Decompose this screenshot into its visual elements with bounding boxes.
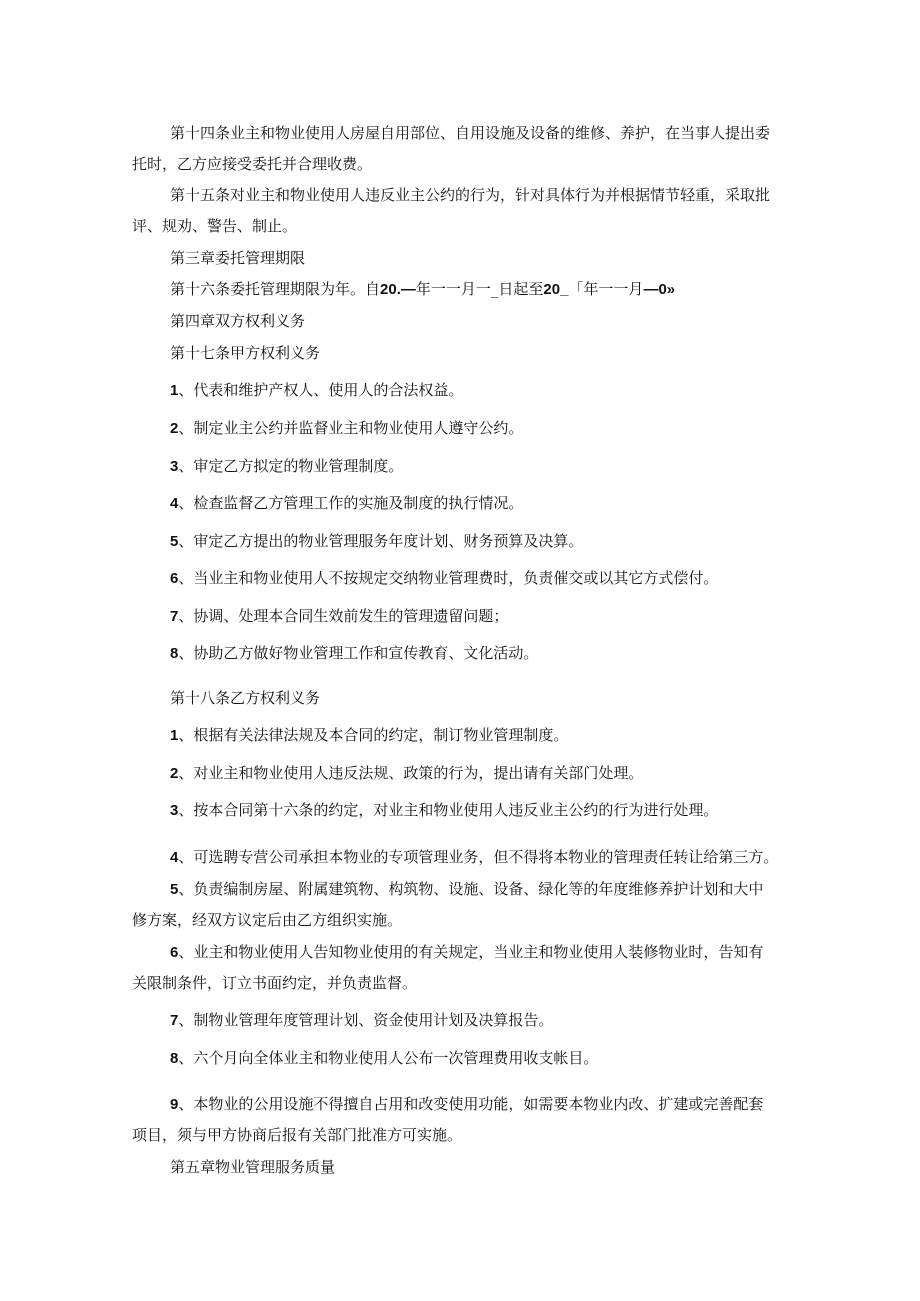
list-item: 5、负责编制房屋、附属建筑物、构筑物、设施、设备、绿化等的年度维修养护计划和大中 修方案，经双方议定后由乙方组织实施。 xyxy=(132,880,764,929)
list-item: 7、协调、处理本合同生效前发生的管理遗留问题； xyxy=(170,607,509,625)
article-14-line-2: 托时，乙方应接受委托并合理收费。 xyxy=(132,155,373,173)
article-16-middle-1: 年一一月一_日起至 xyxy=(415,280,544,298)
article-16-year-start: 20.— xyxy=(380,281,416,298)
list-item: 6、当业主和物业使用人不按规定交纳物业管理费时，负责催交或以其它方式偿付。 xyxy=(170,569,719,587)
article-14 xyxy=(132,118,795,180)
list-item: 1、代表和维护产权人、使用人的合法权益。 xyxy=(170,381,464,399)
list-item: 7、制物业管理年度管理计划、资金使用计划及决算报告。 xyxy=(170,1011,554,1029)
list-item: 2、制定业主公约并监督业主和物业使用人遵守公约。 xyxy=(170,419,524,437)
list-item: 3、按本合同第十六条的约定，对业主和物业使用人违反业主公约的行为进行处理。 xyxy=(170,801,719,819)
article-16-prefix: 第十六条委托管理期限为年。自 xyxy=(170,280,381,298)
article-16-middle-2: 「年一一月 xyxy=(568,280,644,298)
list-item: 6、业主和物业使用人告知物业使用的有关规定，当业主和物业使用人装修物业时，告知有 关限制条件，订立书面约定，并负责监督。 xyxy=(132,943,764,992)
article-16-year-end: 20_ xyxy=(543,281,569,298)
list-item: 4、可选聘专营公司承担本物业的专项管理业务，但不得将本物业的管理责任转让给第三方。 xyxy=(170,848,779,866)
list-item: 9、本物业的公用设施不得擅自占用和改变使用功能，如需要本物业内改、扩建或完善配套 项目，须与甲方协商后报有关部门批准方可实施。 xyxy=(132,1095,764,1144)
article-15-line-1: 第十五条对业主和物业使用人违反业主公约的行为，针对具体行为并根据情节轻重，采取批 xyxy=(170,186,771,204)
chapter-3-heading: 第三章委托管理期限 xyxy=(170,249,306,267)
article-14-line-1: 第十四条业主和物业使用人房屋自用部位、自用设施及设备的维修、养护，在当事人提出委 xyxy=(170,124,771,142)
chapter-5-heading: 第五章物业管理服务质量 xyxy=(170,1158,336,1176)
list-item: 1、根据有关法律法规及本合同的约定，制订物业管理制度。 xyxy=(170,726,569,744)
list-item: 2、对业主和物业使用人违反法规、政策的行为，提出请有关部门处理。 xyxy=(170,764,644,782)
list-item: 3、审定乙方拟定的物业管理制度。 xyxy=(170,457,404,475)
chapter-4-heading: 第四章双方权利义务 xyxy=(170,312,306,330)
article-18-title: 第十八条乙方权利义务 xyxy=(170,689,321,707)
list-item: 4、检查监督乙方管理工作的实施及制度的执行情况。 xyxy=(170,494,524,512)
list-item: 5、审定乙方提出的物业管理服务年度计划、财务预算及决算。 xyxy=(170,532,584,550)
list-item: 8、六个月向全体业主和物业使用人公布一次管理费用收支帐目。 xyxy=(170,1049,599,1067)
article-16 xyxy=(170,274,800,305)
article-17-title: 第十七条甲方权利义务 xyxy=(170,344,321,362)
article-15-line-2: 评、规劝、警告、制止。 xyxy=(132,217,298,235)
article-16-suffix: —0» xyxy=(643,281,676,298)
list-item: 8、协助乙方做好物业管理工作和宣传教育、文化活动。 xyxy=(170,644,539,662)
article-15 xyxy=(132,180,795,242)
